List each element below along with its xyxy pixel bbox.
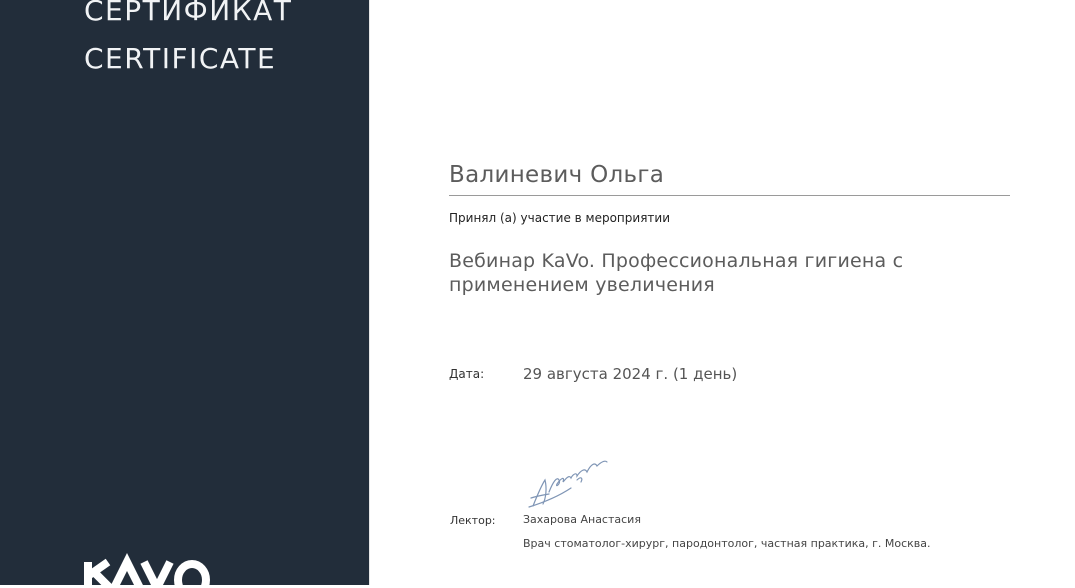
date-label: Дата: xyxy=(449,367,485,381)
event-title: Вебинар KaVo. Профессиональная гигиена с применением увеличения xyxy=(449,250,904,296)
kavo-logo xyxy=(82,548,212,588)
participation-text: Принял (а) участие в мероприятии xyxy=(449,211,670,225)
certificate-sidebar xyxy=(0,0,369,585)
lector-label: Лектор: xyxy=(450,514,496,527)
recipient-name: Валиневич Ольга xyxy=(449,162,665,188)
name-underline xyxy=(449,195,1010,196)
certificate-title-en: CERTIFICATE xyxy=(84,42,277,75)
sidebar-divider xyxy=(369,0,370,585)
date-value: 29 августа 2024 г. (1 день) xyxy=(523,365,738,383)
lector-description: Врач стоматолог-хирург, пародонтолог, частная практика, г. Москва. xyxy=(523,537,931,550)
certificate-title-ru: СЕРТИФИКАТ xyxy=(84,0,293,27)
lector-name: Захарова Анастасия xyxy=(523,513,641,526)
lector-signature xyxy=(525,452,609,510)
